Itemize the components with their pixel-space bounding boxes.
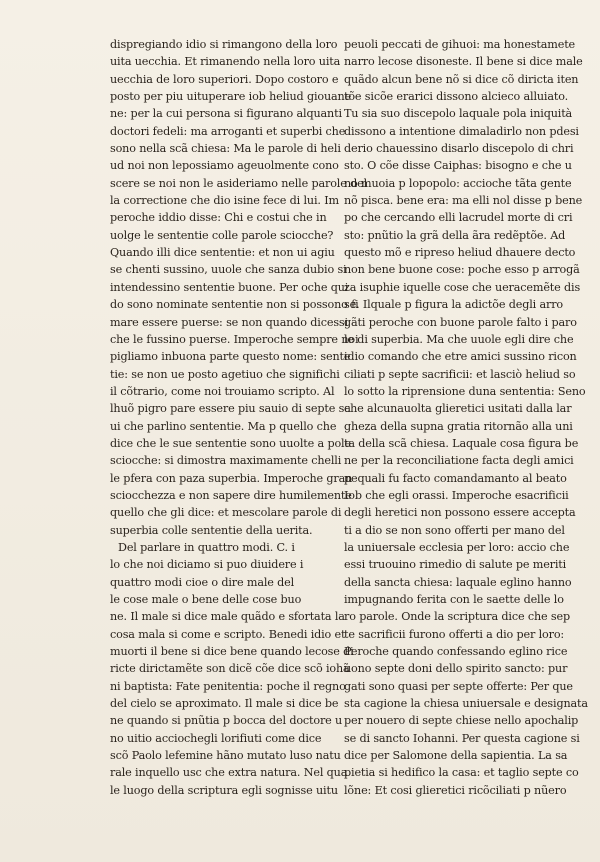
text-line: quattro modi cioe o dire male del: [110, 575, 295, 589]
text-line: le di superbia. Ma che uuole egli dire che: [344, 332, 574, 346]
text-line: ne. Il male si dice male quãdo e sfortata la: [110, 610, 345, 624]
text-line: lõne: Et cosi glieretici ricõciliati p nũero: [344, 783, 567, 797]
text-line: ud noi non lepossiamo ageuolmente cono: [110, 159, 339, 173]
text-line: della sancta chiesa: laquale eglino hanno: [344, 575, 572, 589]
text-line: degli heretici non possono essere accepta: [344, 506, 576, 520]
text-line: idio comando che etre amici sussino ricon: [344, 350, 577, 364]
text-line: gheza della supna gratia ritornão alla uni: [344, 419, 573, 433]
text-line: ta della scã chiesa. Laquale cosa figura be: [344, 436, 579, 450]
text-line: muorti il bene si dice bene quando lecose di: [110, 645, 354, 659]
text-line: Tu sia suo discepolo laquale pola iniquità: [344, 107, 573, 121]
text-line: non bene buone cose: poche esso p arrogã: [344, 263, 580, 277]
text-line: no muoia p lopopolo: accioche tãta gente: [344, 176, 572, 190]
text-line: scõ Paolo lefemine hãno mutato luso natu: [110, 749, 341, 763]
text-line: le luogo della scriptura egli sognisse uitu: [110, 783, 338, 797]
text-line: te sacrificii furono offerti a dio per loro:: [344, 627, 565, 641]
text-line: tie: se non ue posto agetiuo che significhi: [110, 367, 340, 381]
text-line: sciocche: si dimostra maximamente chelli: [110, 454, 342, 468]
section-heading: Del parlare in quattro modi. C. i: [118, 540, 295, 554]
text-line: le pfera con paza superbia. Imperoche gran: [110, 471, 353, 485]
text-line: nõ pisca. bene era: ma elli nol disse p bene: [344, 194, 583, 208]
text-line: narro lecose disoneste. Il bene si dice male: [344, 55, 583, 69]
text-line: no uitio acciochegli lorifiuti come dice: [110, 731, 322, 745]
text-line: ne: per la cui persona si figurano alquanti: [110, 107, 342, 121]
text-line: sciocchezza e non sapere dire humilemente: [110, 488, 352, 502]
text-line: lo che noi diciamo si puo diuidere i: [110, 558, 304, 572]
text-line: questo mõ e ripreso heliud dhauere decto: [344, 246, 576, 260]
text-line: lhuõ pigro pare essere piu sauio di septe sa: [110, 402, 351, 416]
text-line: gãti peroche con buone parole falto i paro: [344, 315, 577, 329]
text-line: le cose male o bene delle cose buo: [110, 593, 302, 606]
text-line: la uniuersale ecclesia per loro: accio che: [344, 540, 570, 554]
text-line: Peroche quando confessando eglino rice: [344, 645, 568, 659]
text-line: dice per Salomone della sapientia. La sa: [344, 749, 568, 763]
text-line: peuoli peccati de gihuoi: ma honestamete: [344, 38, 576, 51]
text-line: ni baptista: Fate penitentia: poche il regno: [110, 679, 346, 693]
text-line: doctori fedeli: ma arroganti et superbi che: [110, 124, 346, 138]
text-line: rale inquello usc che extra natura. Nel qua: [110, 766, 348, 780]
text-line: sono nella scã chiesa: Ma le parole di heli: [110, 142, 341, 156]
text-line: pietia si hedifico la casa: et taglio septe co: [344, 766, 579, 780]
text-line: Quando illi dice sententie: et non ui agiu: [110, 246, 335, 260]
text-line: pigliamo inbuona parte questo nome: sente: [110, 350, 351, 364]
text-line: uecchia de loro superiori. Dopo costoro e: [110, 72, 339, 86]
text-line: ciliati p septe sacrificii: et lasciò heliud so: [344, 367, 576, 381]
text-line: ne quando si pnũtia p bocca del doctore u: [110, 714, 343, 728]
text-line: po che cercando elli lacrudel morte di cri: [344, 211, 573, 225]
text-line: intendessino sententie buone. Per oche qui: [110, 280, 349, 294]
text-line: dissono a intentione dimaladirlo non pdesi: [344, 124, 579, 138]
text-line: sta cagione la chiesa uniuersale e designata: [344, 697, 588, 711]
text-line: quãdo alcun bene nõ si dice cõ diricta iten: [344, 72, 579, 86]
text-line: dice che le sue sententie sono uuolte a pole: [110, 436, 351, 450]
text-line: che alcunauolta glieretici usitati dalla lar: [344, 402, 572, 416]
text-line: il cõtrario, come noi trouiamo scripto. Al: [110, 384, 335, 398]
text-line: derio chauessino disarlo discepolo di chri: [344, 142, 574, 156]
text-line: per nouero di septe chiese nello apochalip: [344, 714, 579, 728]
text-line: del cielo se aproximato. Il male si dice be: [110, 697, 339, 711]
text-line: che le fussino puerse. Imperoche sempre noi: [110, 332, 359, 346]
text-line: tõe sicõe erarici dissono alcieco alluiato.: [344, 90, 569, 104]
text-line: essi truouino rimedio di salute pe meriti: [344, 558, 567, 572]
text-line: sto: pnũtio la grã della ãra redẽptõe. Ad: [344, 228, 566, 242]
text-line: ne per la reconciliatione facta degli amici: [344, 454, 574, 468]
text-line: za isuphie iquelle cose che ueracemẽte dis: [344, 280, 581, 294]
text-line: ui che parlino sententie. Ma p quello che: [110, 419, 337, 433]
text-line: scere se noi non le asideriamo nelle parole del: [110, 176, 368, 190]
left-text-column: [110, 36, 368, 799]
text-line: dispregiando idio si rimangono della loro: [110, 38, 338, 51]
text-line: Iob che egli orassi. Imperoche esacrificii: [344, 488, 569, 502]
text-line: uita uecchia. Et rimanendo nella loro uita: [110, 55, 341, 69]
text-line: cosa mala si come e scripto. Benedi idio et: [110, 627, 346, 641]
text-line: ro parole. Onde la scriptura dice che sep: [344, 610, 570, 624]
text-line: se di sancto Iohanni. Per questa cagione si: [344, 731, 580, 745]
text-line: lo sotto la riprensione duna sententia: Seno: [344, 384, 586, 398]
text-line: gati sono quasi per septe offerte: Per que: [344, 679, 573, 693]
text-line: uono septe doni dello spirito sancto: pur: [344, 662, 568, 676]
text-line: superbia colle sententie della uerita.: [110, 523, 313, 537]
text-line: se chenti sussino, uuole che sanza dubio si: [110, 263, 347, 277]
text-line: impugnando ferita con le saette delle lo: [344, 593, 564, 606]
text-line: peroche iddio disse: Chi e costui che in: [110, 211, 327, 225]
text-line: do sono nominate sententie non si possono fi: [110, 298, 359, 312]
text-line: uolge le sententie colle parole sciocche?: [110, 228, 334, 242]
text-line: ti a dio se non sono offerti per mano del: [344, 523, 565, 537]
text-line: posto per piu uituperare iob heliud giouane: [110, 90, 352, 104]
text-line: pequali fu facto comandamanto al beato: [344, 471, 567, 485]
right-text-column: [344, 36, 588, 799]
text-line: la correctione che dio isine fece di lui. Im: [110, 194, 339, 208]
text-line: mare essere puerse: se non quando dicessi: [110, 315, 348, 329]
text-line: se. Ilquale p figura la adictõe degli arro: [344, 298, 563, 312]
text-line: sto. O cõe disse Caiphas: bisogno e che u: [344, 159, 572, 173]
text-line: ricte dirictamẽte son dicẽ cõe dice scõ iohã: [110, 662, 350, 676]
text-line: quello che gli dice: et mescolare parole di: [110, 506, 342, 520]
